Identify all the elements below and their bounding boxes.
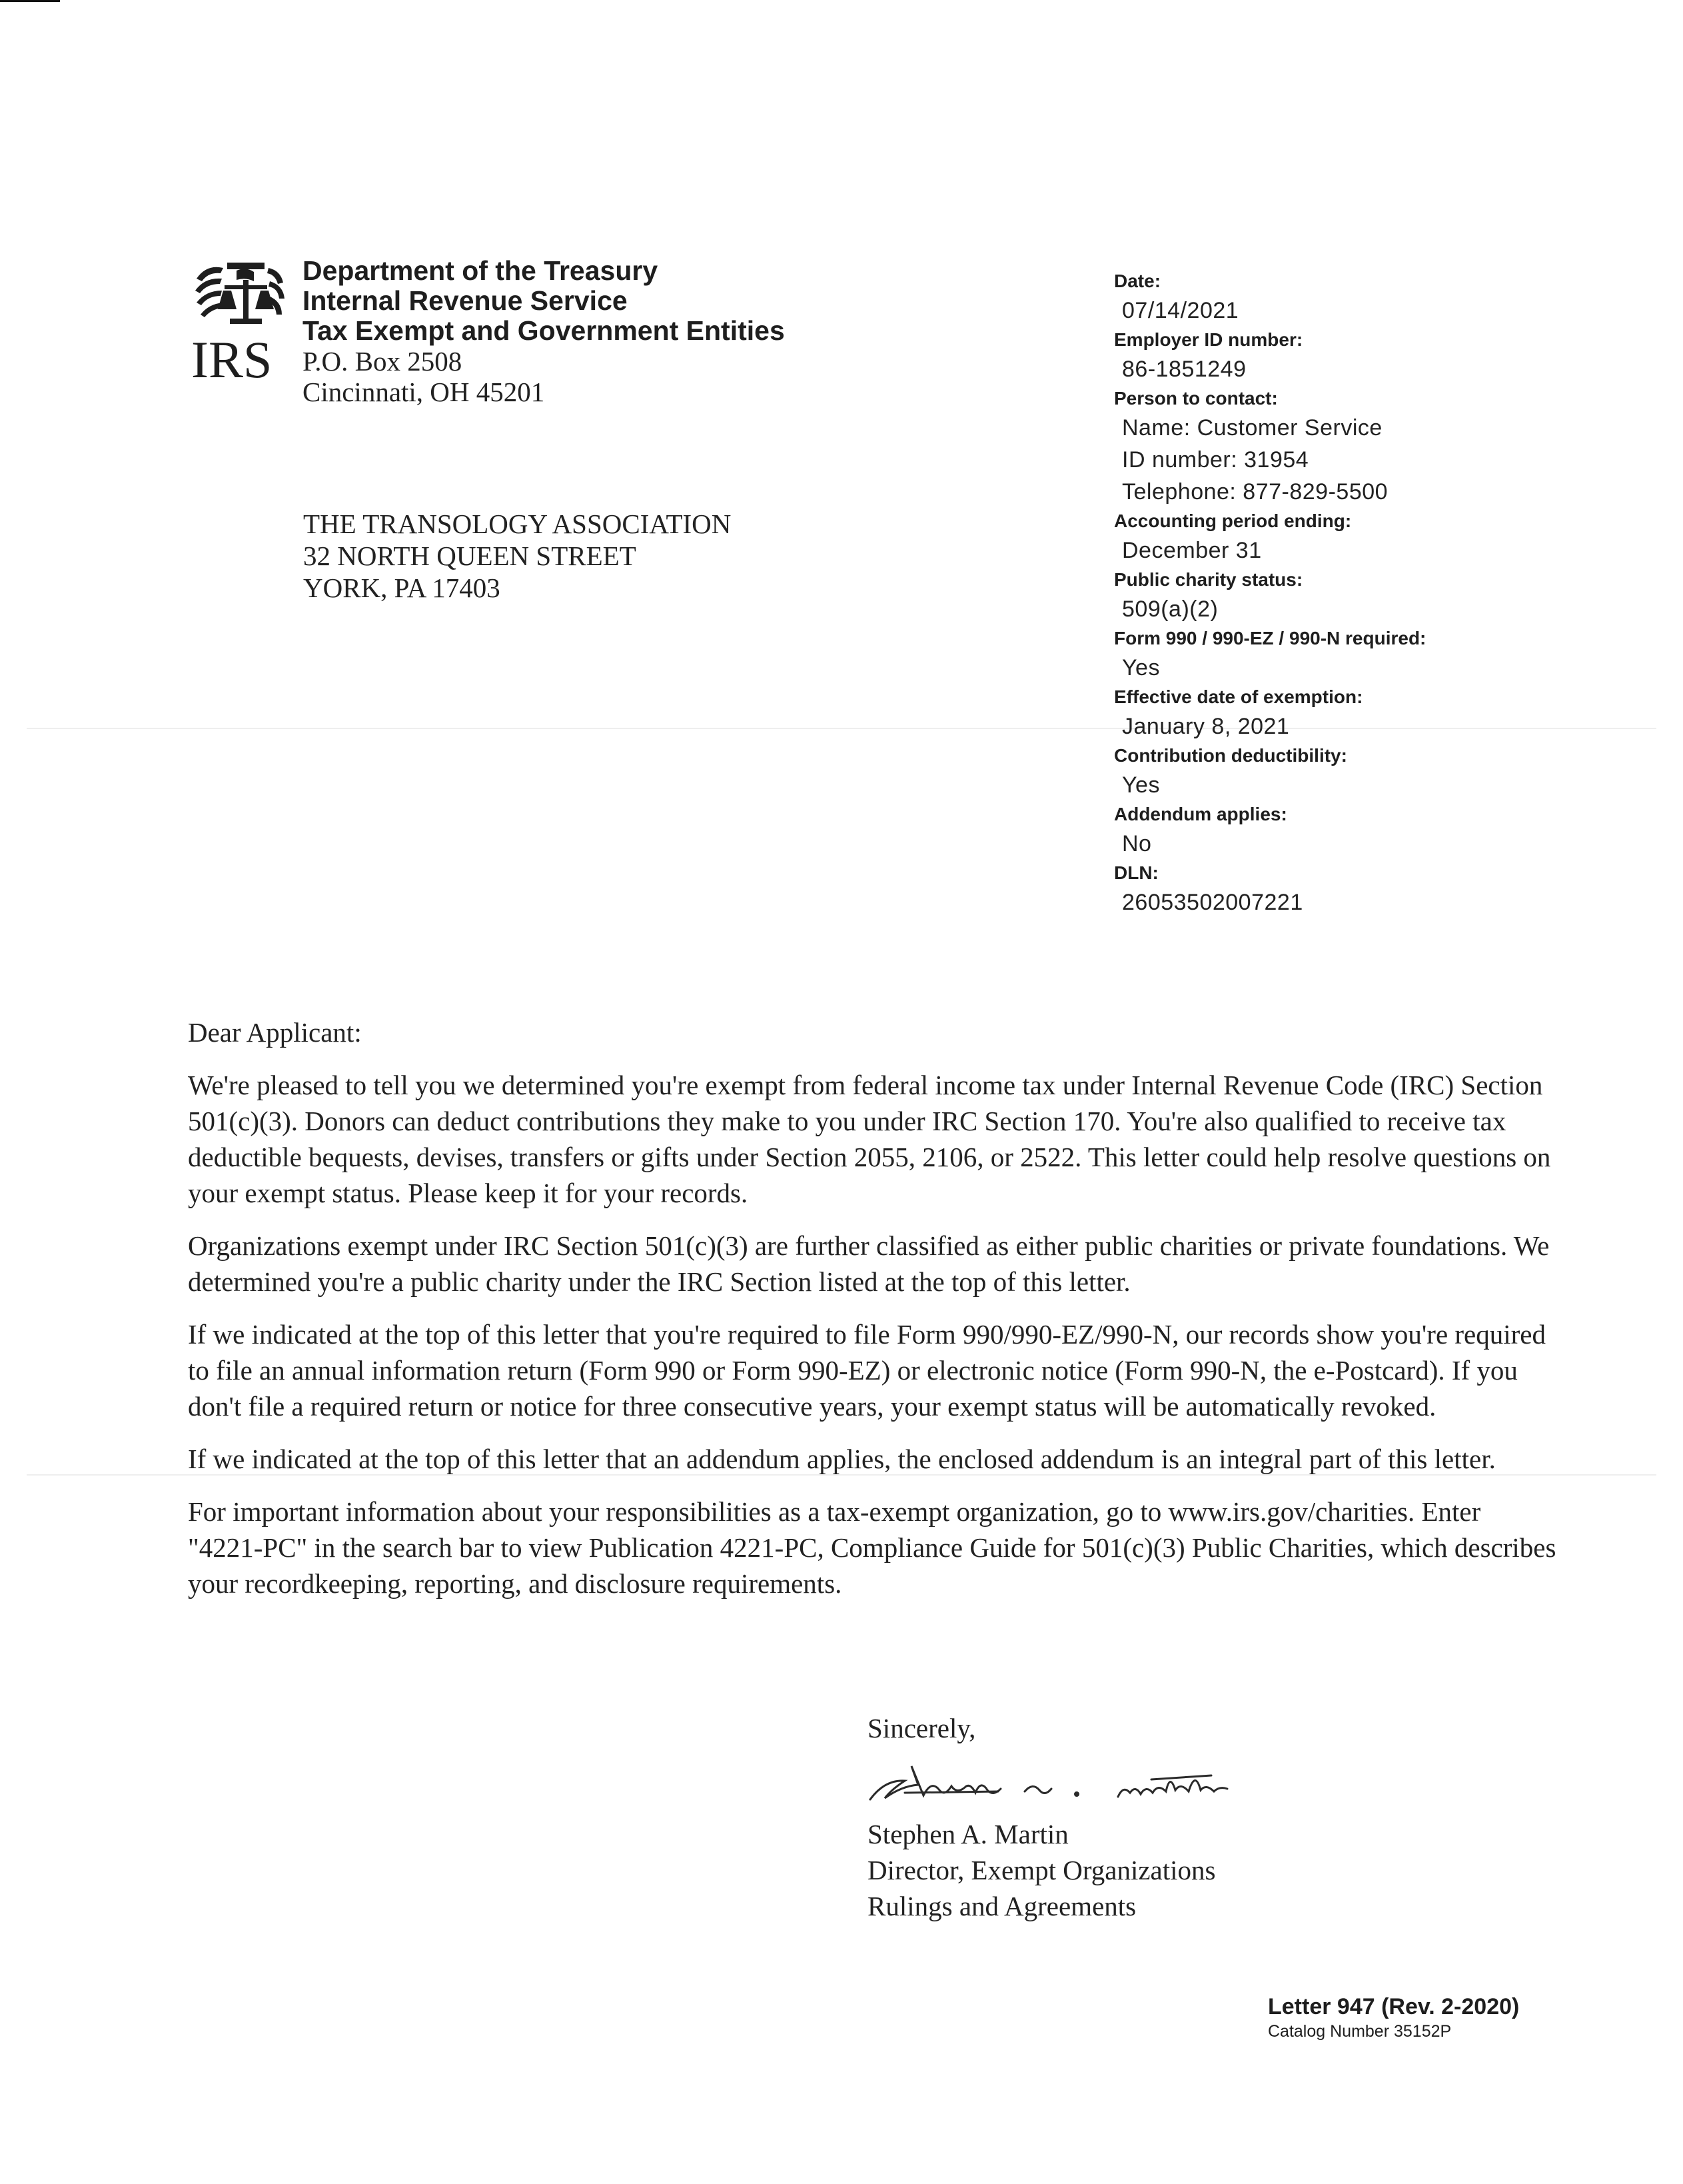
charity-status-label: Public charity status: xyxy=(1114,569,1303,590)
date-value: 07/14/2021 xyxy=(1122,298,1239,323)
dln-label: DLN: xyxy=(1114,862,1159,883)
paragraph-classification: Organizations exempt under IRC Section 501(c)(3) are further classified as either public charities or private foundations. We determined you're a public charity under the IRC Section listed at the top of this letter. xyxy=(188,1230,1550,1297)
irs-eagle-logo xyxy=(190,259,290,385)
catalog-number: Catalog Number 35152P xyxy=(1268,2022,1452,2041)
recipient-street: 32 NORTH QUEEN STREET xyxy=(303,541,636,571)
letter-details xyxy=(1114,268,1647,918)
effective-date-label: Effective date of exemption: xyxy=(1114,686,1363,707)
form-990-value: Yes xyxy=(1122,655,1160,680)
letter-body xyxy=(188,1014,1560,1618)
recipient-address xyxy=(303,508,731,604)
contact-name: Name: Customer Service xyxy=(1122,415,1383,441)
charity-status-value: 509(a)(2) xyxy=(1122,596,1219,622)
closing-word: Sincerely, xyxy=(867,1713,976,1743)
addendum-value: No xyxy=(1122,831,1152,856)
paragraph-filing: If we indicated at the top of this letter that you're required to file Form 990/990-EZ/990-N, our records show you're required to file an annual information return (Form 990 or Form 990-EZ) or electronic notice (Form 990-N, the e-Postcard). If you don't file a required return or notice for three consecutive years, your exempt status will be automatically revoked. xyxy=(188,1319,1546,1422)
signer-division: Rulings and Agreements xyxy=(867,1891,1137,1921)
paragraph-addendum: If we indicated at the top of this letter that an addendum applies, the enclosed addendum is an integral part of this letter. xyxy=(188,1444,1496,1474)
form-number: Letter 947 (Rev. 2-2020) xyxy=(1268,1994,1520,2019)
form-footer xyxy=(1268,1993,1519,2042)
signer-name: Stephen A. Martin xyxy=(867,1819,1069,1849)
signer-title: Director, Exempt Organizations xyxy=(867,1855,1216,1885)
deductibility-value: Yes xyxy=(1122,772,1160,798)
ein-value: 86-1851249 xyxy=(1122,357,1247,382)
recipient-city: YORK, PA 17403 xyxy=(303,572,500,603)
contact-id: ID number: 31954 xyxy=(1122,447,1309,473)
agency-name: Department of the Treasury xyxy=(302,255,658,286)
ein-label: Employer ID number: xyxy=(1114,329,1303,350)
contact-phone: Telephone: 877-829-5500 xyxy=(1122,479,1389,505)
accounting-period-label: Accounting period ending: xyxy=(1114,511,1352,531)
scan-edge-mark xyxy=(0,0,60,2)
letter-closing xyxy=(867,1710,1238,1924)
contact-label: Person to contact: xyxy=(1114,388,1278,409)
recipient-name: THE TRANSOLOGY ASSOCIATION xyxy=(303,509,732,539)
handwritten-signature xyxy=(865,1753,1238,1816)
irs-logo-text: IRS xyxy=(191,331,273,385)
agency-city: Cincinnati, OH 45201 xyxy=(302,377,545,407)
addendum-label: Addendum applies: xyxy=(1114,804,1287,824)
date-label: Date: xyxy=(1114,271,1161,291)
agency-division: Tax Exempt and Government Entities xyxy=(302,315,785,346)
agency-po-box: P.O. Box 2508 xyxy=(302,346,462,377)
salutation: Dear Applicant: xyxy=(188,1017,362,1048)
paragraph-exemption: We're pleased to tell you we determined you're exempt from federal income tax under Internal Revenue Code (IRC) Section 501(c)(3). Donors can deduct contributions they make to you under IRC Section 170. You're also qualified to receive tax deductible bequests, devises, transfers or gifts under Section 2055, 2106, or 2522. This letter could help resolve questions on your exempt status. Please keep it for your records. xyxy=(188,1070,1551,1208)
agency-header xyxy=(302,256,785,407)
paragraph-responsibilities: For important information about your responsibilities as a tax-exempt organization, go to www.irs.gov/charities. Enter "4221-PC" in the search bar to view Publication 4221-PC, Compliance Guide for 501(c)(3) Public Charities, which describes your recordkeeping, reporting, and disclosure requirements. xyxy=(188,1496,1556,1599)
accounting-period-value: December 31 xyxy=(1122,538,1262,563)
dln-value: 26053502007221 xyxy=(1122,890,1303,915)
agency-service: Internal Revenue Service xyxy=(302,285,628,316)
form-990-label: Form 990 / 990-EZ / 990-N required: xyxy=(1114,628,1426,648)
deductibility-label: Contribution deductibility: xyxy=(1114,745,1347,766)
effective-date-value: January 8, 2021 xyxy=(1122,714,1290,739)
